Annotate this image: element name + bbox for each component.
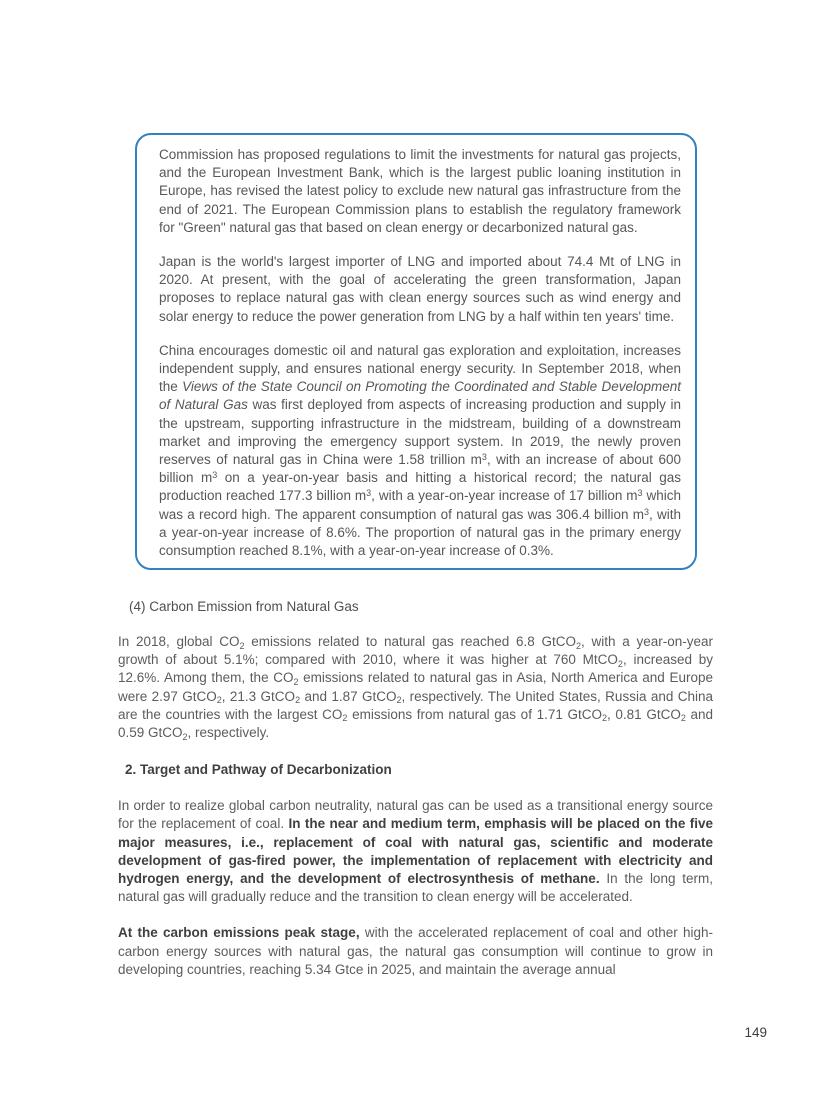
subheading-carbon-emission: (4) Carbon Emission from Natural Gas bbox=[129, 599, 359, 614]
paragraph-pathway: In order to realize global carbon neutrality, natural gas can be used as a transitional energy source for the replacement of coal. In the near and medium term, emphasis will be placed on the five major measures, i.e., replacement of coal with natural gas, scientific and moderate development of gas-fired power, the implementation of replacement with electricity and hydrogen energy, and the development of electrosynthesis of methane. In the long term, natural gas will gradually reduce and the transition to clean energy will be accelerated. bbox=[118, 798, 714, 905]
body-content bbox=[118, 598, 713, 979]
section-heading-target-pathway: 2. Target and Pathway of Decarbonization bbox=[125, 762, 392, 778]
highlight-paragraph-japan: Japan is the world's largest importer of LNG and imported about 74.4 Mt of LNG in 2020. At present, with the goal of accelerating the green transformation, Japan proposes to replace natural gas with clean energy sources such as wind energy and solar energy to reduce the power generation from LNG by a half within ten years' time. bbox=[159, 254, 681, 324]
paragraph-peak-stage: At the carbon emissions peak stage, with the accelerated replacement of coal and other high-carbon energy sources with natural gas, the natural gas consumption will continue to grow in developing countries, reaching 5.34 Gtce in 2025, and maintain the average annual bbox=[118, 925, 714, 977]
paragraph-emissions: In 2018, global $CO_2$ emissions related to natural gas reached 6.8 GtCO$_2$, with a year-on-year growth of about 5.1%; compared with 2010, where it was higher at 760 MtCO$_2$, increased by 12.6%. Among them, the $CO_2$ emissions related to natural gas in Asia, North America and Europe were 2.97 GtCO$_2$, 21.3 GtCO$_2$ and 1.87 GtCO$_2$, respectively. The United States, Russia and China are the countries with the largest $CO_2$ emissions from natural gas of 1.71 GtCO$_2$, 0.81 GtCO$_2$ and 0.59 GtCO$_2$, respectively. bbox=[118, 634, 714, 742]
highlight-box bbox=[135, 133, 697, 570]
highlight-paragraph-eu: Commission has proposed regulations to limit the investments for natural gas projects, and the European Investment Bank, which is the largest public loaning institution in Europe, has revised the latest policy to exclude new natural gas infrastructure from the end of 2021. The European Commission plans to establish the regulatory framework for "Green" natural gas that based on clean energy or decarbonized natural gas. bbox=[159, 147, 681, 235]
highlight-paragraph-china: China encourages domestic oil and natural gas exploration and exploitation, increases independent supply, and ensures national energy security. In September 2018, when the Views of the State Council on Promoting the Coordinated and Stable Development of Natural Gas was first deployed from aspects of increasing production and supply in the upstream, supporting infrastructure in the midstream, building of a downstream market and improving the emergency support system. In 2019, the newly proven reserves of natural gas in China were 1.58 trillion $m^3$, with an increase of about 600 billion $m^3$ on a year-on-year basis and hitting a historical record; the natural gas production reached 177.3 billion $m^3$, with a year-on-year increase of 17 billion $m^3$ which was a record high. The apparent consumption of natural gas was 306.4 billion $m^3$, with a year-on-year increase of 8.6%. The proportion of natural gas in the primary energy consumption reached 8.1%, with a year-on-year increase of 0.3%. bbox=[159, 342, 681, 559]
page-number: 149 bbox=[744, 1025, 767, 1040]
